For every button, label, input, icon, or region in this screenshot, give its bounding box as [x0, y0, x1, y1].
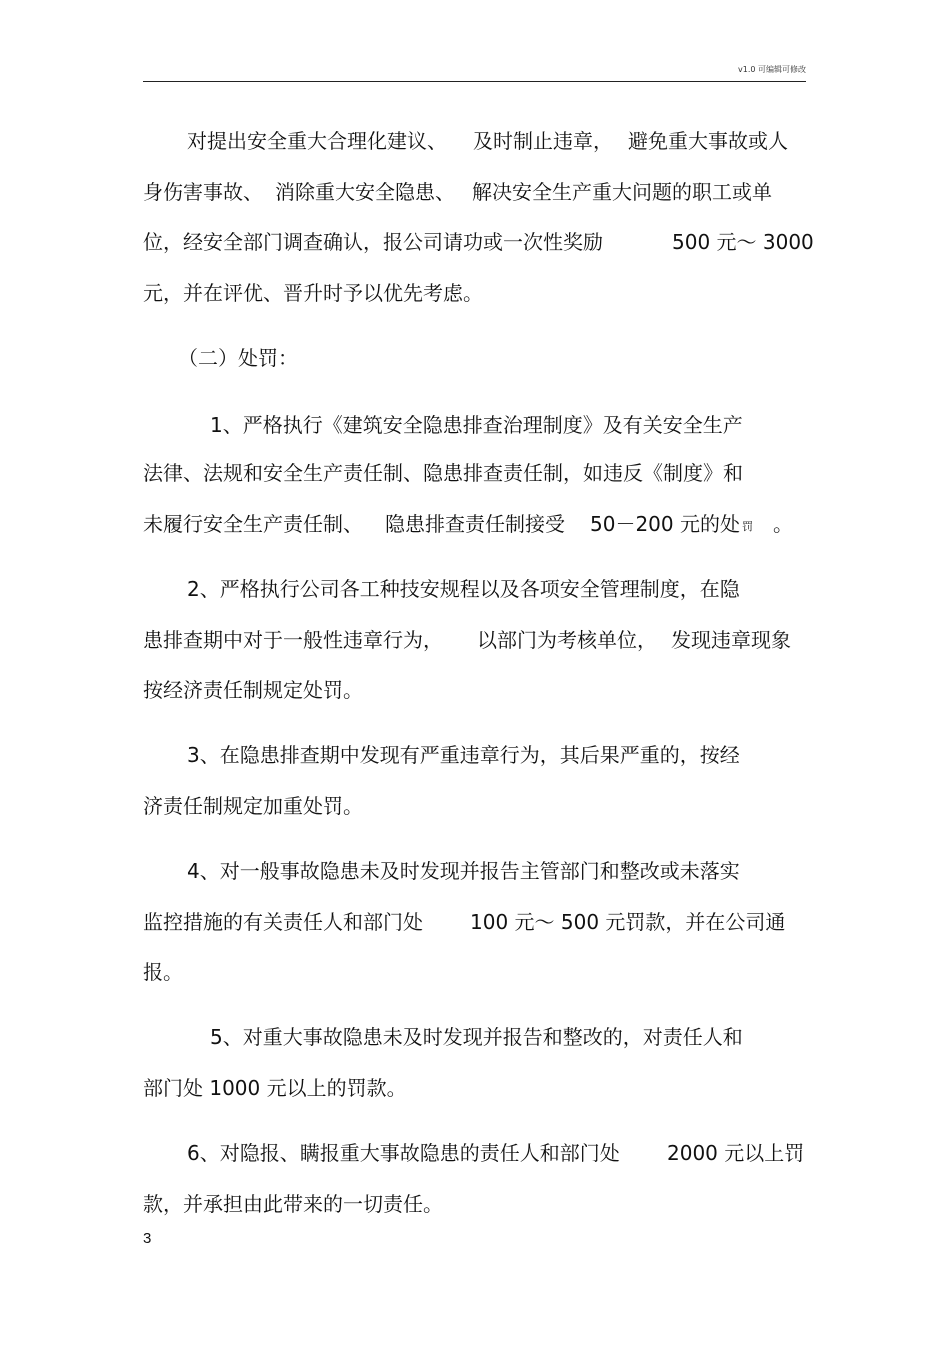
text-run: 以部门为考核单位， [477, 628, 657, 652]
p1-line-1 [0, 126, 950, 156]
p3-line-2 [0, 625, 950, 655]
text-run: 避免重大事故或人 [628, 129, 788, 153]
text-run: 济责任制规定加重处罚。 [143, 794, 363, 818]
text-run: 未履行安全生产责任制、 [143, 512, 363, 536]
text-run: 。 [773, 512, 793, 536]
text-run: 2000 元以上罚 [667, 1141, 805, 1165]
text-run: 6、对隐报、瞒报重大事故隐患的责任人和部门处 [187, 1141, 620, 1165]
p6-line-1 [0, 1022, 950, 1052]
p5-line-2 [0, 907, 950, 937]
text-run: 解决安全生产重大问题的职工或单 [472, 180, 772, 204]
text-run: 患排查期中对于一般性违章行为， [143, 628, 443, 652]
p7-line-2 [0, 1189, 950, 1219]
p6-line-2 [0, 1073, 950, 1103]
text-run: 元，并在评优、晋升时予以优先考虑。 [143, 281, 483, 305]
p3-line-1 [0, 574, 950, 604]
p1-line-4 [0, 278, 950, 308]
text-run: 法律、法规和安全生产责任制、隐患排查责任制，如违反《制度》和 [143, 461, 743, 485]
heading-text: （二）处罚： [178, 346, 298, 370]
text-run: 发现违章现象 [671, 628, 791, 652]
p4-line-2 [0, 791, 950, 821]
text-run: 报。 [143, 960, 183, 984]
section-heading [0, 343, 950, 373]
text-run: 100 元～ 500 元罚款，并在公司通 [470, 910, 786, 934]
text-run: 1、严格执行《建筑安全隐患排查治理制度》及有关安全生产 [210, 413, 743, 437]
text-run: 款，并承担由此带来的一切责任。 [143, 1192, 443, 1216]
text-run: 3、在隐患排查期中发现有严重违章行为，其后果严重的，按经 [187, 743, 740, 767]
text-run: 50－200 元的处 [590, 512, 740, 536]
p2-line-1 [0, 410, 950, 440]
p1-line-2 [0, 177, 950, 207]
text-run: 及时制止违章， [473, 129, 613, 153]
text-run: 5、对重大事故隐患未及时发现并报告和整改的，对责任人和 [210, 1025, 743, 1049]
text-run: 4、对一般事故隐患未及时发现并报告主管部门和整改或未落实 [187, 859, 740, 883]
p2-line-2 [0, 458, 950, 488]
p5-line-1 [0, 856, 950, 886]
text-run: 500 元～ 3000 [672, 230, 814, 254]
header-rule [143, 81, 806, 82]
text-run: 位，经安全部门调查确认，报公司请功或一次性奖励 [143, 230, 603, 254]
p1-line-3 [0, 227, 950, 257]
text-run-small: 罚 [742, 520, 753, 533]
p7-line-1 [0, 1138, 950, 1168]
p3-line-3 [0, 675, 950, 705]
text-run: 监控措施的有关责任人和部门处 [143, 910, 423, 934]
text-run: 隐患排查责任制接受 [385, 512, 565, 536]
p2-line-3 [0, 509, 950, 539]
text-run: 消除重大安全隐患、 [275, 180, 455, 204]
header-version-text: v1.0 可编辑可修改 [738, 65, 806, 74]
text-run: 部门处 1000 元以上的罚款。 [143, 1076, 407, 1100]
text-run: 身伤害事故、 [143, 180, 263, 204]
page-number: 3 [143, 1230, 152, 1247]
text-run: 2、严格执行公司各工种技安规程以及各项安全管理制度，在隐 [187, 577, 740, 601]
text-run: 对提出安全重大合理化建议、 [187, 129, 447, 153]
p4-line-1 [0, 740, 950, 770]
text-run: 按经济责任制规定处罚。 [143, 678, 363, 702]
p5-line-3 [0, 957, 950, 987]
